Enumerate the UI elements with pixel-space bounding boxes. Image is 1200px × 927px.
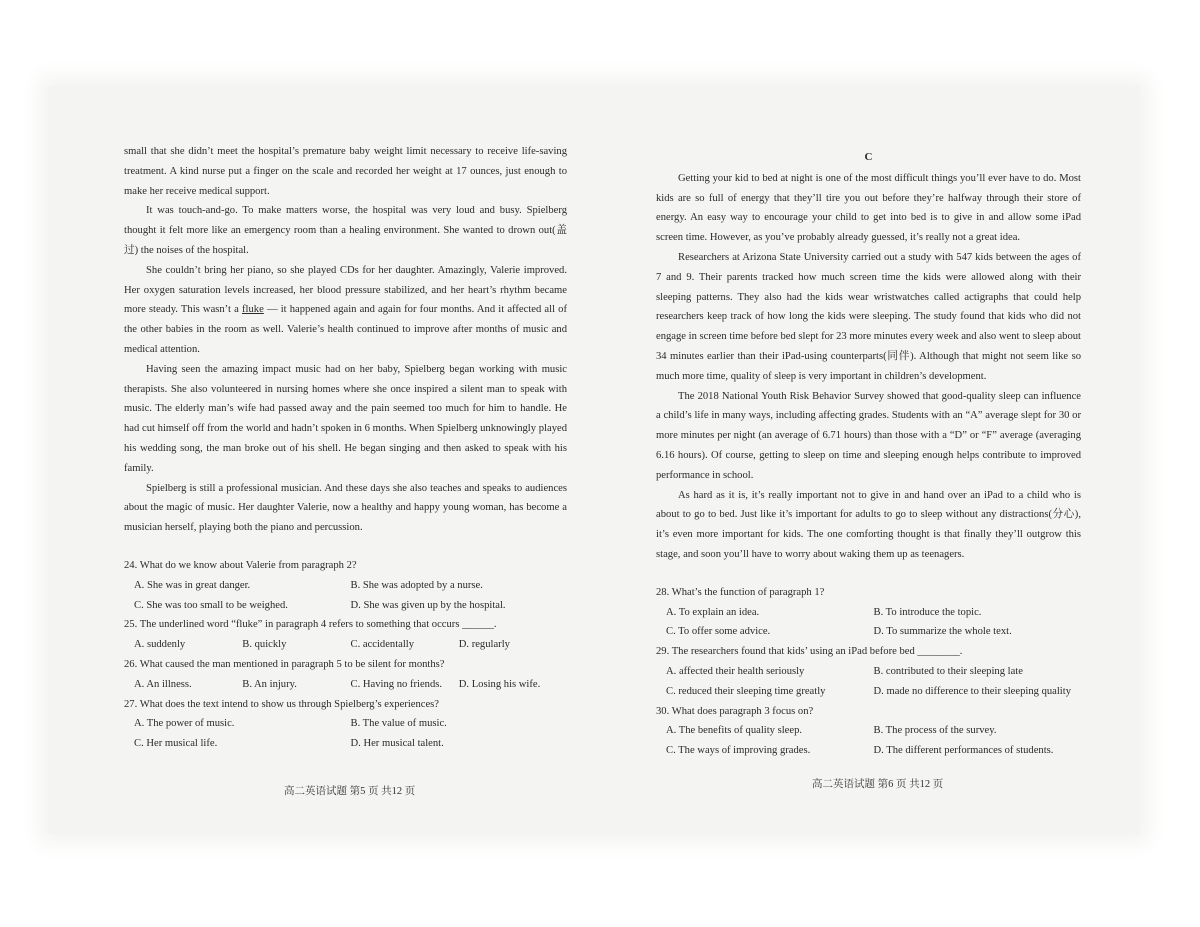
- option-row: [124, 635, 567, 655]
- option-a[interactable]: A. affected their health seriously: [666, 665, 805, 677]
- question-list: [656, 583, 1081, 761]
- question-stem: 29. The researchers found that kids’ using an iPad before bed ________.: [656, 646, 963, 658]
- question-stem: 28. What’s the function of paragraph 1?: [656, 586, 825, 598]
- option-d[interactable]: D. Losing his wife.: [458, 678, 541, 690]
- question-stem: 26. What caused the man mentioned in paragraph 5 to be silent for months?: [124, 658, 445, 670]
- option-row: [656, 682, 1081, 702]
- paragraph: As hard as it is, it’s really important not to give in and hand over an iPad to a child who is about to go to bed. Just like it’s important for adults to go to sleep without any distractions(分心), it’s even more important for kids. The one comforting thought is that finally they’ll outgrow this stage, and soon you’ll have to worry about waking them up as teenagers.: [656, 489, 1081, 560]
- paragraph: Spielberg is still a professional musician. And these days she also teaches and speaks to audiences about the magic of music. Her daughter Valerie, now a healthy and happy young woman, has become a musician herself, playing both the piano and percussion.: [124, 482, 567, 534]
- paragraph: Getting your kid to bed at night is one of the most difficult things you’ll ever have to do. Most kids are so full of energy that they’ll tire you out before they’re halfway through their store of energy. An easy way to encourage your child to get into bed is to give in and allow some iPad screen time. However, as you’ve probably already guessed, it’s really not a great idea.: [656, 172, 1081, 244]
- option-a[interactable]: A. The power of music.: [134, 718, 235, 730]
- right-page: [656, 148, 1081, 761]
- paragraph: small that she didn’t meet the hospital’s premature baby weight limit necessary to receive life-saving treatment. A kind nurse put a finger on the scale and recorded her weight at 17 ounces, just enough to make her receive medical support.: [124, 146, 567, 197]
- option-d[interactable]: D. The different performances of students.: [873, 745, 1054, 757]
- option-row: [124, 714, 567, 734]
- option-d[interactable]: D. made no difference to their sleeping quality: [873, 685, 1071, 697]
- question-stem: 25. The underlined word “fluke” in paragraph 4 refers to something that occurs ______.: [124, 619, 497, 631]
- question-list: [124, 556, 567, 754]
- option-b[interactable]: B. quickly: [242, 639, 287, 651]
- option-a[interactable]: A. suddenly: [134, 639, 186, 651]
- option-c[interactable]: C. The ways of improving grades.: [666, 745, 811, 757]
- option-row: [124, 675, 567, 695]
- option-a[interactable]: A. An illness.: [134, 678, 192, 690]
- option-row: [656, 662, 1081, 682]
- option-b[interactable]: B. An injury.: [242, 678, 297, 690]
- paragraph: It was touch-and-go. To make matters worse, the hospital was very loud and busy. Spielberg thought it felt more like an emergency room than a healing environment. She wanted to drown out(盖过) the noises of the hospital.: [124, 205, 567, 256]
- option-b[interactable]: B. contributed to their sleeping late: [873, 665, 1023, 677]
- option-a[interactable]: A. She was in great danger.: [134, 579, 251, 591]
- page-footer: 高二英语试题 第6 页 共12 页: [812, 779, 944, 790]
- option-c[interactable]: C. Her musical life.: [134, 738, 218, 750]
- option-c[interactable]: C. accidentally: [350, 639, 415, 651]
- paragraph: The 2018 National Youth Risk Behavior Survey showed that good-quality sleep can influence a child’s life in many ways, including affecting grades. Students with an “A” average slept for 30 or more minutes per night (an average of 6.71 hours) than those with a “D” or “F” average (averaging 6.16 hours). Of course, getting to sleep on time and sleeping enough helps contribute to improved performance in school.: [656, 390, 1081, 481]
- paragraph: Having seen the amazing impact music had on her baby, Spielberg began working with music therapists. She also volunteered in nursing homes where she once inspired a silent man to speak with music. The elderly man’s wife had passed away and the pain seemed too much for him to handle. He had cut himself off from the world and hadn’t spoken in 6 months. When Spielberg unknowingly played his wedding song, the man broke out of his shell. He began singing and then asked to speak with his family.: [124, 363, 567, 474]
- option-c[interactable]: C. To offer some advice.: [666, 626, 771, 638]
- paragraph-text: She couldn’t bring her piano, so she played CDs for her daughter. Amazingly, Valerie improved. Her oxygen saturation levels increased, her blood pressure stabilized, and her heart’s rhythm became more steady. This wasn’t a: [124, 264, 567, 316]
- option-b[interactable]: B. To introduce the topic.: [873, 606, 982, 618]
- option-b[interactable]: B. The value of music.: [350, 718, 447, 730]
- question-stem: 24. What do we know about Valerie from paragraph 2?: [124, 559, 357, 571]
- question-stem: 27. What does the text intend to show us through Spielberg’s experiences?: [124, 698, 440, 710]
- option-row: [656, 741, 1081, 761]
- option-d[interactable]: D. To summarize the whole text.: [873, 626, 1012, 638]
- option-d[interactable]: D. Her musical talent.: [350, 738, 444, 750]
- option-row: [656, 603, 1081, 623]
- option-row: [124, 576, 567, 596]
- option-row: [656, 622, 1081, 642]
- option-row: [124, 596, 567, 616]
- left-page: [124, 142, 567, 754]
- option-row: [656, 721, 1081, 741]
- underlined-word: fluke: [242, 304, 264, 316]
- option-b[interactable]: B. She was adopted by a nurse.: [350, 579, 483, 591]
- paragraph: [124, 261, 567, 360]
- option-d[interactable]: D. She was given up by the hospital.: [350, 599, 506, 611]
- option-row: [124, 734, 567, 754]
- section-title: C: [864, 151, 873, 163]
- option-c[interactable]: C. Having no friends.: [350, 678, 443, 690]
- option-d[interactable]: D. regularly: [458, 639, 510, 651]
- option-a[interactable]: A. To explain an idea.: [666, 606, 760, 618]
- option-c[interactable]: C. reduced their sleeping time greatly: [666, 685, 826, 697]
- option-b[interactable]: B. The process of the survey.: [873, 725, 997, 737]
- page-footer: 高二英语试题 第5 页 共12 页: [284, 786, 416, 797]
- option-c[interactable]: C. She was too small to be weighed.: [134, 599, 288, 611]
- question-stem: 30. What does paragraph 3 focus on?: [656, 705, 814, 717]
- paragraph-text: — it happened again and again for four months. And it affected all of the other babies in the room as well. Valerie’s health continued to improve after months of music and medical attention.: [124, 304, 567, 355]
- paragraph: Researchers at Arizona State University carried out a study with 547 kids between the ages of 7 and 9. Their parents tracked how much screen time the kids were allowed along with their sleeping patterns. They also had the kids wear wristwatches called actigraphs that could help researchers keep track of how long the kids were sleeping. The study found that kids who did not engage in screen time before bed slept for 23 more minutes every week and also went to sleep about 34 minutes earlier than their iPad-using counterparts(同伴). Although that might not seem like so much more time, quality of sleep is very important in children’s development.: [656, 251, 1081, 382]
- option-a[interactable]: A. The benefits of quality sleep.: [666, 725, 803, 737]
